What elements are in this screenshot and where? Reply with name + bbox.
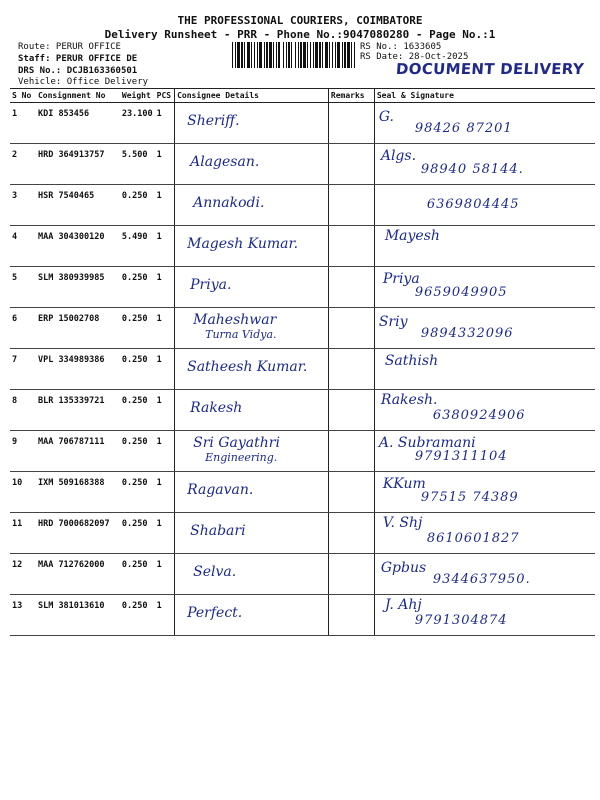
row-pcs: 1	[155, 226, 175, 267]
phone-handwritten: 9894332096	[420, 326, 514, 341]
row-consignment-no: HSR 7540465	[36, 185, 120, 226]
barcode-bar	[235, 42, 236, 68]
row-sno: 10	[10, 472, 36, 513]
col-remarks: Remarks	[328, 89, 374, 103]
table-row	[10, 267, 595, 308]
company-title: THE PROFESSIONAL COURIERS, COIMBATORE	[177, 14, 423, 27]
barcode-bar	[303, 42, 306, 68]
row-pcs: 1	[155, 144, 175, 185]
row-consignee-cell	[175, 226, 329, 267]
row-signature-cell	[374, 554, 595, 595]
barcode-bar	[283, 42, 284, 68]
row-signature-cell	[374, 595, 595, 636]
consignee-handwritten: Magesh Kumar.	[187, 236, 299, 252]
col-weight: Weight	[120, 89, 155, 103]
consignee-handwritten: Shabari	[190, 523, 246, 539]
consignee-handwritten: Priya.	[190, 277, 232, 293]
phone-handwritten: 98940 58144.	[420, 162, 524, 177]
row-signature-cell	[374, 103, 595, 144]
phone-handwritten: 98426 87201	[414, 121, 513, 136]
row-signature-cell	[374, 144, 595, 185]
row-sno: 1	[10, 103, 36, 144]
barcode-bar	[300, 42, 302, 68]
row-weight: 0.250	[120, 308, 155, 349]
barcode-bar	[264, 42, 265, 68]
barcode-bar	[286, 42, 287, 68]
row-signature-cell	[374, 472, 595, 513]
runsheet-subtitle: Delivery Runsheet - PRR - Phone No.:9047080280 - Page No.:1	[104, 28, 496, 41]
consignee-handwritten: Sheriff.	[187, 113, 240, 129]
signature-handwritten: V. Shj	[382, 515, 423, 531]
row-weight: 0.250	[120, 349, 155, 390]
row-consignee-cell	[175, 267, 329, 308]
document-delivery-stamp: DOCUMENT DELIVERY	[395, 60, 585, 78]
row-pcs: 1	[155, 513, 175, 554]
barcode-bar	[266, 42, 268, 68]
barcode-bar	[273, 42, 274, 68]
signature-handwritten: KKum	[382, 476, 426, 492]
barcode-bar	[354, 42, 355, 68]
row-pcs: 1	[155, 554, 175, 595]
barcode-bar	[313, 42, 314, 68]
row-consignment-no: MAA 304300120	[36, 226, 120, 267]
col-consignee: Consignee Details	[175, 89, 329, 103]
barcode-bar	[295, 42, 296, 68]
row-consignee-cell	[175, 472, 329, 513]
barcode-bar	[307, 42, 308, 68]
row-remarks	[328, 185, 374, 226]
signature-handwritten: A. Subramani	[378, 435, 476, 451]
phone-handwritten: 9791311104	[414, 449, 508, 464]
barcode-bar	[259, 42, 262, 68]
barcode-bar	[315, 42, 318, 68]
row-consignee-cell	[175, 513, 329, 554]
phone-handwritten: 9659049905	[414, 285, 508, 300]
row-weight: 0.250	[120, 267, 155, 308]
runsheet-table	[10, 88, 595, 636]
row-remarks	[328, 349, 374, 390]
row-pcs: 1	[155, 390, 175, 431]
rs-date: RS Date: 28-Oct-2025	[360, 52, 469, 62]
col-signature: Seal & Signature	[374, 89, 595, 103]
table-row	[10, 513, 595, 554]
consignee-handwritten: Alagesan.	[190, 154, 260, 170]
row-consignee-cell	[175, 431, 329, 472]
row-consignee-cell	[175, 349, 329, 390]
row-weight: 0.250	[120, 595, 155, 636]
barcode-image	[232, 42, 356, 68]
row-pcs: 1	[155, 472, 175, 513]
signature-handwritten: Mayesh	[384, 228, 440, 244]
row-sno: 7	[10, 349, 36, 390]
row-signature-cell	[374, 226, 595, 267]
row-consignee-cell	[175, 595, 329, 636]
row-pcs: 1	[155, 103, 175, 144]
row-consignee-cell	[175, 144, 329, 185]
row-pcs: 1	[155, 185, 175, 226]
row-pcs: 1	[155, 308, 175, 349]
row-signature-cell	[374, 390, 595, 431]
row-pcs: 1	[155, 431, 175, 472]
signature-handwritten: Sriy	[378, 314, 408, 330]
route-label: Route: PERUR OFFICE	[18, 42, 121, 52]
table-row	[10, 595, 595, 636]
row-remarks	[328, 390, 374, 431]
row-signature-cell	[374, 185, 595, 226]
consignee-handwritten-line2: Turna Vidya.	[205, 328, 277, 341]
row-consignment-no: SLM 381013610	[36, 595, 120, 636]
phone-handwritten: 9344637950.	[432, 572, 531, 587]
row-weight: 0.250	[120, 431, 155, 472]
row-remarks	[328, 226, 374, 267]
row-consignment-no: BLR 135339721	[36, 390, 120, 431]
col-consignment: Consignment No	[36, 89, 120, 103]
barcode-bar	[278, 42, 280, 68]
table-header-row	[10, 89, 595, 103]
row-sno: 11	[10, 513, 36, 554]
row-pcs: 1	[155, 349, 175, 390]
row-weight: 0.250	[120, 513, 155, 554]
row-remarks	[328, 595, 374, 636]
col-sno: S No	[10, 89, 36, 103]
phone-handwritten: 8610601827	[426, 531, 520, 546]
phone-handwritten: 6369804445	[426, 197, 520, 212]
barcode-bar	[322, 42, 323, 68]
signature-handwritten: J. Ahj	[384, 597, 422, 613]
table-row	[10, 349, 595, 390]
barcode-bar	[337, 42, 340, 68]
barcode-bar	[244, 42, 245, 68]
row-sno: 13	[10, 595, 36, 636]
row-remarks	[328, 554, 374, 595]
row-sno: 2	[10, 144, 36, 185]
consignee-handwritten: Selva.	[193, 564, 237, 580]
row-remarks	[328, 513, 374, 554]
row-consignment-no: KDI 853456	[36, 103, 120, 144]
phone-handwritten: 9791304874	[414, 613, 508, 628]
table-row	[10, 226, 595, 267]
barcode-bar	[254, 42, 255, 68]
barcode-bar	[342, 42, 343, 68]
barcode-bar	[237, 42, 240, 68]
barcode-bar	[291, 42, 292, 68]
row-weight: 23.100	[120, 103, 155, 144]
drs-label: DRS No.: DCJB163360501	[18, 66, 138, 76]
table-row	[10, 472, 595, 513]
signature-handwritten: Sathish	[384, 353, 439, 369]
table-row	[10, 431, 595, 472]
barcode-bar	[241, 42, 243, 68]
row-weight: 0.250	[120, 390, 155, 431]
row-consignment-no: MAA 706787111	[36, 431, 120, 472]
consignee-handwritten: Satheesh Kumar.	[187, 359, 308, 375]
row-consignee-cell	[175, 308, 329, 349]
col-pcs: PCS	[155, 89, 175, 103]
row-remarks	[328, 472, 374, 513]
row-consignee-cell	[175, 103, 329, 144]
vehicle-label: Vehicle: Office Delivery	[18, 77, 149, 87]
row-sno: 4	[10, 226, 36, 267]
row-sno: 3	[10, 185, 36, 226]
row-sno: 8	[10, 390, 36, 431]
barcode-bar	[257, 42, 258, 68]
row-sno: 6	[10, 308, 36, 349]
row-consignment-no: SLM 380939985	[36, 267, 120, 308]
row-consignment-no: IXM 509168388	[36, 472, 120, 513]
row-consignee-cell	[175, 390, 329, 431]
table-row	[10, 103, 595, 144]
signature-handwritten: Gpbus	[380, 560, 427, 576]
consignee-handwritten-line2: Engineering.	[205, 451, 278, 464]
barcode-bar	[251, 42, 252, 68]
row-signature-cell	[374, 349, 595, 390]
row-remarks	[328, 308, 374, 349]
barcode-bar	[347, 42, 350, 68]
phone-handwritten: 6380924906	[432, 408, 526, 423]
row-signature-cell	[374, 431, 595, 472]
row-consignment-no: ERP 15002708	[36, 308, 120, 349]
row-consignment-no: MAA 712762000	[36, 554, 120, 595]
row-pcs: 1	[155, 267, 175, 308]
table-row	[10, 308, 595, 349]
signature-handwritten: Priya	[382, 271, 420, 287]
signature-handwritten: G.	[378, 109, 394, 125]
row-signature-cell	[374, 308, 595, 349]
row-remarks	[328, 431, 374, 472]
row-remarks	[328, 267, 374, 308]
row-pcs: 1	[155, 595, 175, 636]
consignee-handwritten: Ragavan.	[187, 482, 254, 498]
signature-handwritten: Rakesh.	[380, 392, 438, 408]
barcode-bar	[332, 42, 333, 68]
staff-label: Staff: PERUR OFFICE DE	[18, 54, 138, 64]
barcode-bar	[344, 42, 346, 68]
row-weight: 5.500	[120, 144, 155, 185]
signature-handwritten: Algs.	[380, 148, 417, 164]
consignee-handwritten: Maheshwar	[193, 312, 277, 328]
row-weight: 0.250	[120, 185, 155, 226]
barcode-bar	[288, 42, 290, 68]
barcode-bar	[329, 42, 330, 68]
barcode-bar	[232, 42, 233, 68]
row-consignment-no: HRD 7000682097	[36, 513, 120, 554]
table-row	[10, 185, 595, 226]
row-sno: 9	[10, 431, 36, 472]
barcode-bar	[325, 42, 328, 68]
row-consignee-cell	[175, 185, 329, 226]
row-signature-cell	[374, 267, 595, 308]
row-signature-cell	[374, 513, 595, 554]
consignee-handwritten: Perfect.	[187, 605, 243, 621]
barcode-bar	[351, 42, 352, 68]
barcode-bar	[247, 42, 250, 68]
row-weight: 5.490	[120, 226, 155, 267]
barcode-bar	[310, 42, 311, 68]
consignee-handwritten: Annakodi.	[193, 195, 265, 211]
rs-number: RS No.: 1633605	[360, 42, 442, 52]
table-row	[10, 144, 595, 185]
row-weight: 0.250	[120, 554, 155, 595]
barcode-bar	[319, 42, 321, 68]
row-remarks	[328, 103, 374, 144]
row-sno: 5	[10, 267, 36, 308]
row-consignee-cell	[175, 554, 329, 595]
row-remarks	[328, 144, 374, 185]
consignee-handwritten: Rakesh	[190, 400, 243, 416]
row-sno: 12	[10, 554, 36, 595]
barcode-bar	[298, 42, 299, 68]
row-consignment-no: VPL 334989386	[36, 349, 120, 390]
table-row	[10, 390, 595, 431]
table-row	[10, 554, 595, 595]
phone-handwritten: 97515 74389	[420, 490, 519, 505]
consignee-handwritten: Sri Gayathri	[193, 435, 280, 451]
row-consignment-no: HRD 364913757	[36, 144, 120, 185]
barcode-bar	[335, 42, 336, 68]
barcode-bar	[269, 42, 272, 68]
row-weight: 0.250	[120, 472, 155, 513]
barcode-bar	[276, 42, 277, 68]
